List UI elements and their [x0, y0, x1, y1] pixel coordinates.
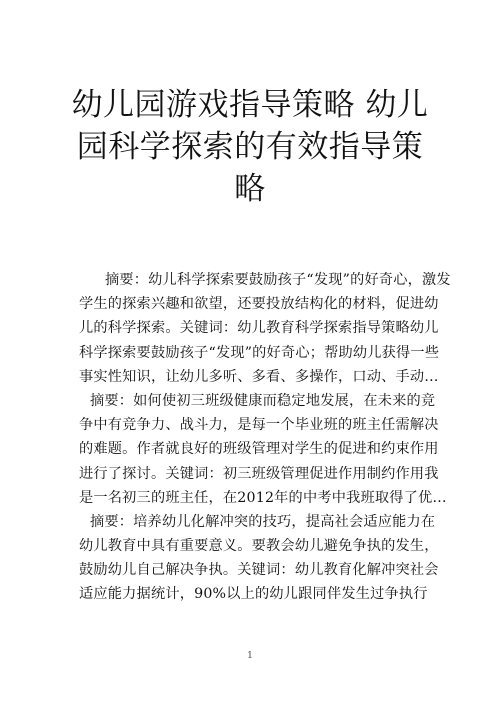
document-body [79, 268, 451, 607]
body-line: 摘要：如何使初三班级健康而稳定地发展，在未来的竞 [90, 392, 436, 409]
body-line: 争中有竞争力、战斗力，是每一个毕业班的班主任需解决 [79, 417, 439, 434]
body-line: 鼓励幼儿自己解决争执。关键词：幼儿教育化解冲突社会 [79, 562, 439, 579]
page-number: 1 [247, 651, 253, 661]
body-line: 科学探索要鼓励孩子“发现”的好奇心；帮助幼儿获得一些 [79, 344, 440, 361]
title-line: 略 [234, 171, 266, 207]
body-line: 进行了探讨。关键词：初三班级管理促进作用制约作用我 [79, 465, 439, 482]
body-line: 的难题。作者就良好的班级管理对学生的促进和约束作用 [79, 441, 439, 458]
body-line: 是一名初三的班主任，在2012年的中考中我班取得了优… [79, 489, 447, 506]
document-title [60, 84, 440, 210]
body-line: 适应能力据统计，90%以上的幼儿跟同伴发生过争执行 [79, 586, 428, 603]
body-line: 幼儿教育中具有重要意义。要教会幼儿避免争执的发生， [79, 538, 439, 555]
title-line: 幼儿园游戏指导策略 幼儿 [71, 87, 429, 123]
body-line: 儿的科学探索。关键词：幼儿教育科学探索指导策略幼儿 [79, 320, 439, 337]
body-line: 事实性知识，让幼儿多听、多看、多操作，口动、手动… [79, 368, 439, 385]
body-line: 摘要：培养幼儿化解冲突的技巧，提高社会适应能力在 [90, 513, 436, 530]
body-line: 学生的探索兴趣和欲望，还要投放结构化的材料，促进幼 [79, 296, 439, 313]
body-line: 摘要：幼儿科学探索要鼓励孩子“发现”的好奇心，激发 [105, 272, 451, 288]
title-line: 园科学探索的有效指导策 [76, 129, 424, 165]
